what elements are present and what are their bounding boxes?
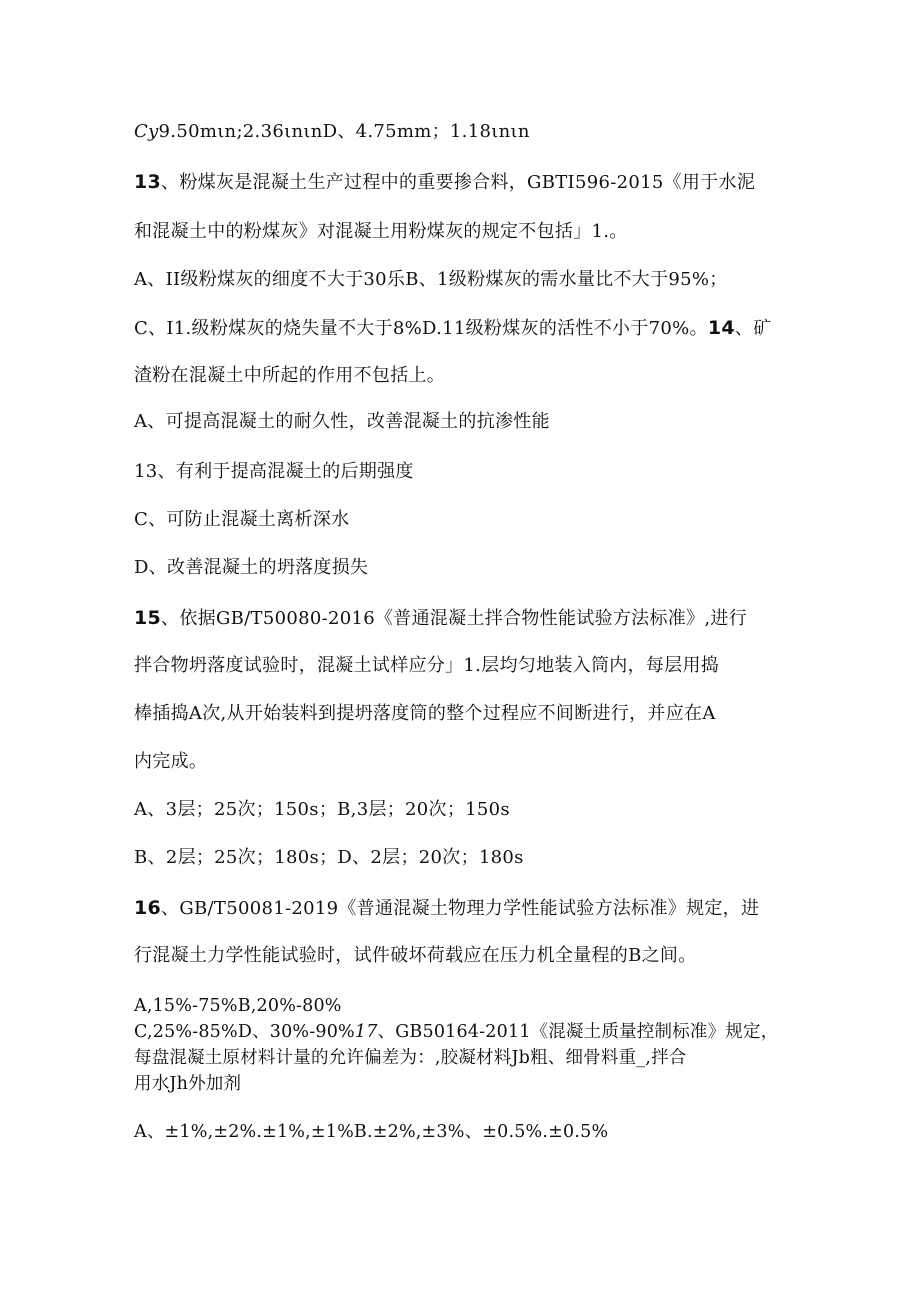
line-text-tail: 、矿: [734, 318, 772, 339]
option-a: A、可提高混凝土的耐久性，改善混凝土的抗渗性能: [134, 411, 550, 432]
question-number: 15: [134, 607, 162, 629]
question-number: 14: [707, 317, 735, 339]
text-line-1: [134, 120, 530, 144]
option-line-a-b: A、±1%,±2%.±1%,±1%B.±2%,±3%、±0.5%.±0.5%: [134, 1122, 609, 1142]
line-text: 、粉煤灰是混凝土生产过程中的重要掺合料，GBTI596-2015《用于水泥: [161, 172, 756, 193]
line-text: C,25%-85%D、30%-90%: [134, 1022, 355, 1042]
option-line-b-d: B、2层；25次；180s；D、2层；20次；180s: [134, 847, 524, 868]
question-13-line-1: [134, 170, 755, 195]
question-number: 13: [134, 171, 162, 193]
question-number: 17: [354, 1022, 378, 1042]
line-text: 、依据GB/T50080-2016《普通混凝土拌合物性能试验方法标准》,进行: [161, 608, 747, 629]
question-14-line-2: 渣粉在混凝土中所起的作用不包括上。: [134, 365, 446, 386]
option-line-a-b: A、II级粉煤灰的细度不大于30乐B、1级粉煤灰的需水量比不大于95%；: [134, 269, 728, 290]
option-line-c-d: [134, 1020, 778, 1044]
line-text: 、GB/T50081-2019《普通混凝土物理力学性能试验方法标准》规定，进: [161, 898, 760, 919]
question-number: 16: [134, 897, 162, 919]
line-text: C、I1.级粉煤灰的烧失量不大于8%D.11级粉煤灰的活性不小于70%。: [134, 318, 708, 339]
question-15-line-1: [134, 606, 747, 631]
italic-prefix: Cy: [134, 121, 159, 142]
question-16-line-1: [134, 896, 759, 921]
question-16-line-2: 行混凝土力学性能试验时，试件破坏荷载应在压力机全量程的B之间。: [134, 945, 697, 966]
line-text: 9.50mιn;2.36ιnιnD、4.75mm；1.18ιnιn: [158, 121, 530, 142]
question-15-line-4: 内完成。: [134, 751, 208, 772]
option-line-a-b: A、3层；25次；150s；B,3层；20次；150s: [134, 799, 510, 820]
option-c: C、可防止混凝土离析深水: [134, 509, 350, 530]
question-17-line-2: 每盘混凝土原材料计量的允许偏差为：,胶凝材料Jb粗、细骨料重_,拌合: [134, 1048, 687, 1068]
option-b: 13、有利于提高混凝土的后期强度: [134, 461, 414, 482]
question-13-line-2: 和混凝土中的粉煤灰》对混凝土用粉煤灰的规定不包括」1.。: [134, 221, 628, 242]
option-line-a-b: A,15%-75%B,20%-80%: [134, 996, 342, 1016]
line-text-tail: 、GB50164-2011《混凝土质量控制标准》规定，: [377, 1022, 779, 1042]
question-15-line-3: 棒插捣A次,从开始装料到提坍落度筒的整个过程应不间断进行，并应在A: [134, 703, 716, 724]
question-17-line-3: 用水Jh外加剂: [134, 1074, 242, 1094]
option-d: D、改善混凝土的坍落度损失: [134, 557, 369, 578]
option-line-c-d: [134, 316, 772, 341]
question-15-line-2: 拌合物坍落度试验时，混凝土试样应分」1.层均匀地装入筒内，每层用捣: [134, 655, 720, 676]
